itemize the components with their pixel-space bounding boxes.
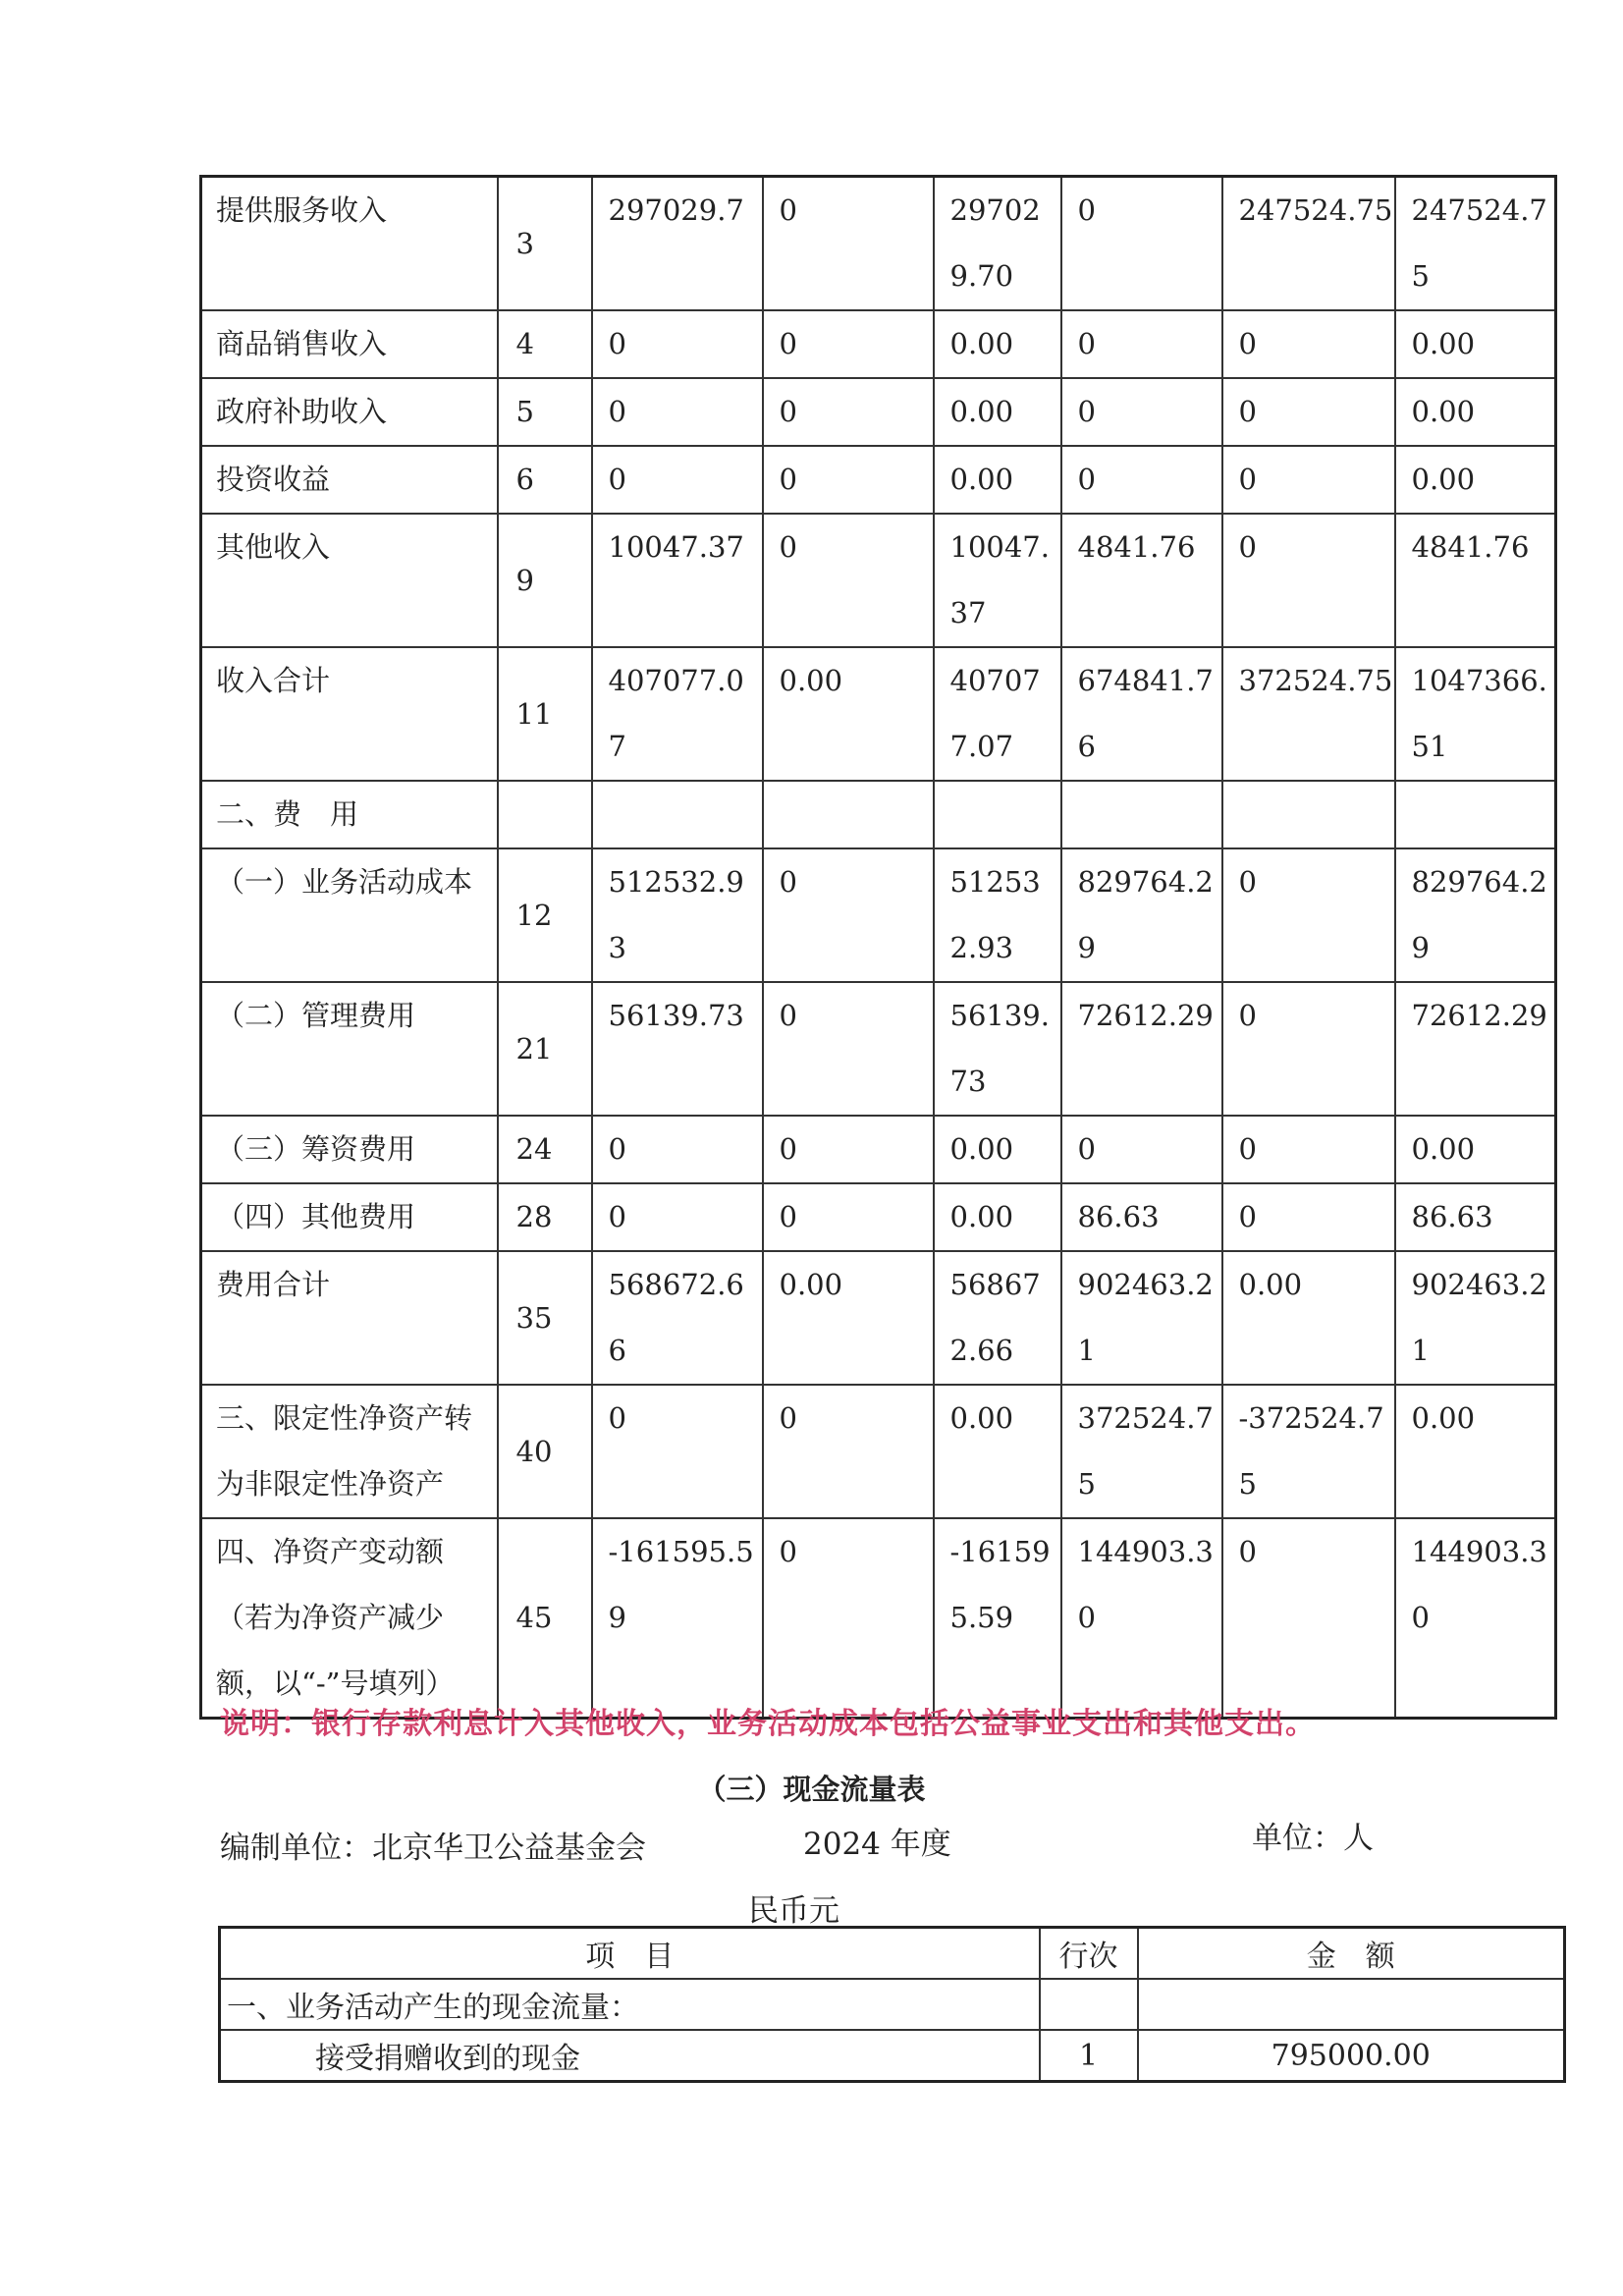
value-text: 0 [1077, 327, 1096, 360]
row-value [934, 177, 1061, 311]
value-text: -372524.75 [1238, 1401, 1384, 1501]
row-line-number: 40 [498, 1385, 592, 1518]
row-item: （三）筹资费用 [201, 1116, 498, 1183]
value-text: 0.00 [1411, 1132, 1476, 1166]
value-text: 829764.29 [1411, 865, 1547, 964]
row-value [763, 1251, 934, 1385]
table-row [201, 848, 1556, 982]
row-value [1061, 982, 1222, 1116]
value-text: 902463.21 [1077, 1268, 1214, 1367]
row-value [934, 1116, 1061, 1183]
value-text: 0 [1077, 395, 1096, 428]
table-row [220, 1979, 1565, 2030]
row-value [1395, 848, 1556, 982]
row-line-number: 45 [498, 1518, 592, 1719]
activity-table [199, 175, 1557, 1720]
row-value [1222, 1251, 1395, 1385]
row-value [592, 1518, 763, 1719]
value-text: 0 [779, 530, 797, 564]
row-value [1061, 446, 1222, 514]
value-text: 10047.37 [949, 530, 1050, 629]
value-text: 0.00 [779, 664, 843, 697]
row-value [763, 982, 934, 1116]
row-value [592, 514, 763, 647]
value-text: 56139.73 [949, 999, 1050, 1098]
row-value [934, 514, 1061, 647]
row-value [1222, 310, 1395, 378]
row-value [592, 310, 763, 378]
value-text: 247524.75 [1238, 193, 1393, 227]
value-text: 0 [779, 999, 797, 1032]
cashflow-title: （三）现金流量表 [697, 1773, 926, 1806]
value-text: -161595.59 [949, 1535, 1051, 1634]
row-value [592, 1116, 763, 1183]
value-text: 0 [608, 1200, 626, 1233]
row-value [1395, 1183, 1556, 1251]
value-text: 0 [779, 865, 797, 899]
value-text: 297029.7 [608, 193, 744, 227]
value-text: 4841.76 [1411, 530, 1530, 564]
row-value [1395, 378, 1556, 446]
value-text: 1047366.51 [1411, 664, 1547, 763]
row-value [1222, 1183, 1395, 1251]
table-row [201, 781, 1556, 848]
row-line-number: 9 [498, 514, 592, 647]
value-text: 0 [1077, 193, 1096, 227]
row-value [763, 1183, 934, 1251]
note-text: 说明：银行存款利息计入其他收入，业务活动成本包括公益事业支出和其他支出。 [220, 1707, 1316, 1741]
value-text: 0.00 [949, 327, 1014, 360]
row-line-number: 3 [498, 177, 592, 311]
value-text: 4841.76 [1077, 530, 1196, 564]
row-value [1061, 310, 1222, 378]
row-value [1395, 1251, 1556, 1385]
value-text: 0.00 [949, 395, 1014, 428]
row-value [1061, 1385, 1222, 1518]
cash-line [1040, 1979, 1138, 2030]
value-text: 0 [608, 395, 626, 428]
value-text: 0.00 [1238, 1268, 1303, 1301]
value-text: 72612.29 [1077, 999, 1214, 1032]
row-item: 二、费 用 [201, 781, 498, 848]
table-row [201, 1183, 1556, 1251]
row-item: 三、限定性净资产转为非限定性净资产 [201, 1385, 498, 1518]
value-text: 0.00 [949, 1401, 1014, 1435]
value-text: 0 [1238, 1535, 1257, 1568]
value-text: 0 [1238, 1200, 1257, 1233]
row-value [1222, 514, 1395, 647]
table-row [201, 1116, 1556, 1183]
row-value [934, 378, 1061, 446]
value-text: 72612.29 [1411, 999, 1547, 1032]
value-text: 372524.75 [1077, 1401, 1214, 1501]
row-value [1395, 647, 1556, 781]
value-text: 0 [1238, 530, 1257, 564]
value-text: 0 [1238, 1132, 1257, 1166]
cash-amount [1138, 1979, 1565, 2030]
row-value [934, 1183, 1061, 1251]
row-value [1061, 1251, 1222, 1385]
table-row [220, 2030, 1565, 2082]
value-text: 0 [779, 1401, 797, 1435]
row-value [934, 1518, 1061, 1719]
table-row [201, 514, 1556, 647]
row-value [1061, 177, 1222, 311]
row-value [1395, 1116, 1556, 1183]
value-text: 0.00 [1411, 463, 1476, 496]
header-item: 项 目 [220, 1928, 1040, 1980]
value-text: 674841.76 [1077, 664, 1214, 763]
row-line-number: 4 [498, 310, 592, 378]
value-text: 297029.70 [949, 193, 1041, 293]
row-line-number: 21 [498, 982, 592, 1116]
value-text: 829764.29 [1077, 865, 1214, 964]
row-value [1222, 1518, 1395, 1719]
row-item: 政府补助收入 [201, 378, 498, 446]
row-value [934, 310, 1061, 378]
value-text: 0 [1238, 395, 1257, 428]
row-item: 四、净资产变动额（若为净资产减少额，以“-”号填列） [201, 1518, 498, 1719]
row-value [1222, 446, 1395, 514]
unit-label-cont: 民币元 [748, 1893, 839, 1929]
row-value [1061, 1518, 1222, 1719]
value-text: 372524.75 [1238, 664, 1393, 697]
value-text: 0 [779, 463, 797, 496]
table-row [201, 1518, 1556, 1719]
row-value [763, 647, 934, 781]
row-value [592, 1385, 763, 1518]
cash-amount: 795000.00 [1138, 2030, 1565, 2082]
value-text: 0 [608, 1401, 626, 1435]
row-value [1061, 1116, 1222, 1183]
value-text: 0 [608, 327, 626, 360]
row-value [592, 1251, 763, 1385]
table-row [201, 647, 1556, 781]
row-value [1395, 514, 1556, 647]
cashflow-header-row [220, 1928, 1565, 1980]
row-item: 收入合计 [201, 647, 498, 781]
value-text: 0 [1238, 865, 1257, 899]
value-text: 0.00 [1411, 327, 1476, 360]
row-value [1222, 1116, 1395, 1183]
row-value [1222, 982, 1395, 1116]
row-value [763, 781, 934, 848]
value-text: 0.00 [779, 1268, 843, 1301]
value-text: 0 [1077, 463, 1096, 496]
cashflow-table [218, 1926, 1566, 2083]
row-value [1395, 310, 1556, 378]
row-value [1395, 781, 1556, 848]
row-value [1222, 378, 1395, 446]
row-line-number: 11 [498, 647, 592, 781]
row-line-number: 35 [498, 1251, 592, 1385]
row-value [763, 378, 934, 446]
row-value [592, 982, 763, 1116]
value-text: 0.00 [949, 463, 1014, 496]
cash-item: 一、业务活动产生的现金流量： [220, 1979, 1040, 2030]
table-row [201, 1385, 1556, 1518]
row-value [1061, 514, 1222, 647]
row-value [763, 310, 934, 378]
row-item: （二）管理费用 [201, 982, 498, 1116]
row-item: （一）业务活动成本 [201, 848, 498, 982]
row-value [1222, 177, 1395, 311]
value-text: 0 [779, 1200, 797, 1233]
row-value [1222, 647, 1395, 781]
value-text: 0 [1077, 1132, 1096, 1166]
row-value [1395, 177, 1556, 311]
row-value [1061, 378, 1222, 446]
row-item: 商品销售收入 [201, 310, 498, 378]
table-row [201, 1251, 1556, 1385]
table-row [201, 177, 1556, 311]
table-row [201, 310, 1556, 378]
value-text: 0 [779, 193, 797, 227]
value-text: 86.63 [1077, 1200, 1160, 1233]
row-value [763, 1116, 934, 1183]
row-value [934, 1251, 1061, 1385]
row-value [592, 647, 763, 781]
value-text: 247524.75 [1411, 193, 1547, 293]
year-label: 2024 年度 [803, 1827, 951, 1862]
row-value [934, 647, 1061, 781]
row-value [934, 446, 1061, 514]
value-text: 10047.37 [608, 530, 744, 564]
row-value [763, 1518, 934, 1719]
value-text: -161595.59 [608, 1535, 754, 1634]
row-line-number: 6 [498, 446, 592, 514]
value-text: 407077.07 [949, 664, 1041, 763]
value-text: 0 [779, 1132, 797, 1166]
row-value [1395, 446, 1556, 514]
value-text: 0 [779, 395, 797, 428]
row-value [1395, 1518, 1556, 1719]
value-text: 568672.66 [608, 1268, 744, 1367]
value-text: 56139.73 [608, 999, 744, 1032]
row-value [592, 848, 763, 982]
row-value [763, 848, 934, 982]
row-value [934, 1385, 1061, 1518]
value-text: 0.00 [949, 1132, 1014, 1166]
row-value [1222, 848, 1395, 982]
value-text: 0.00 [949, 1200, 1014, 1233]
row-value [1395, 982, 1556, 1116]
value-text: 0 [1238, 999, 1257, 1032]
row-value [592, 177, 763, 311]
row-item: （四）其他费用 [201, 1183, 498, 1251]
value-text: 0.00 [1411, 395, 1476, 428]
row-value [592, 378, 763, 446]
row-line-number: 12 [498, 848, 592, 982]
value-text: 568672.66 [949, 1268, 1041, 1367]
row-value [592, 781, 763, 848]
row-value [1061, 781, 1222, 848]
row-value [1061, 1183, 1222, 1251]
row-value [934, 848, 1061, 982]
value-text: 0 [779, 327, 797, 360]
value-text: 512532.93 [949, 865, 1041, 964]
value-text: 0 [608, 1132, 626, 1166]
header-line: 行次 [1040, 1928, 1138, 1980]
row-line-number: 5 [498, 378, 592, 446]
value-text: 144903.30 [1411, 1535, 1547, 1634]
row-line-number: 24 [498, 1116, 592, 1183]
value-text: 407077.07 [608, 664, 744, 763]
unit-label: 单位：人 [1252, 1821, 1374, 1856]
row-value [934, 781, 1061, 848]
org-label: 编制单位：北京华卫公益基金会 [220, 1831, 646, 1866]
row-item: 其他收入 [201, 514, 498, 647]
row-line-number: 28 [498, 1183, 592, 1251]
row-value [763, 446, 934, 514]
row-value [934, 982, 1061, 1116]
row-item: 投资收益 [201, 446, 498, 514]
row-value [763, 514, 934, 647]
table-row [201, 982, 1556, 1116]
table-row [201, 446, 1556, 514]
value-text: 0 [779, 1535, 797, 1568]
value-text: 512532.93 [608, 865, 744, 964]
row-value [592, 446, 763, 514]
row-item: 提供服务收入 [201, 177, 498, 311]
value-text: 86.63 [1411, 1200, 1493, 1233]
value-text: 0.00 [1411, 1401, 1476, 1435]
row-value [1222, 1385, 1395, 1518]
row-value [1222, 781, 1395, 848]
row-value [592, 1183, 763, 1251]
value-text: 902463.21 [1411, 1268, 1547, 1367]
value-text: 0 [1238, 327, 1257, 360]
row-value [1061, 848, 1222, 982]
row-item: 费用合计 [201, 1251, 498, 1385]
row-value [763, 177, 934, 311]
row-value [763, 1385, 934, 1518]
cash-line: 1 [1040, 2030, 1138, 2082]
table-row [201, 378, 1556, 446]
value-text: 0 [1238, 463, 1257, 496]
row-value [1061, 647, 1222, 781]
header-amount: 金 额 [1138, 1928, 1565, 1980]
cash-item: 接受捐赠收到的现金 [220, 2030, 1040, 2082]
value-text: 0 [608, 463, 626, 496]
value-text: 144903.30 [1077, 1535, 1214, 1634]
row-value [1395, 1385, 1556, 1518]
row-line-number [498, 781, 592, 848]
